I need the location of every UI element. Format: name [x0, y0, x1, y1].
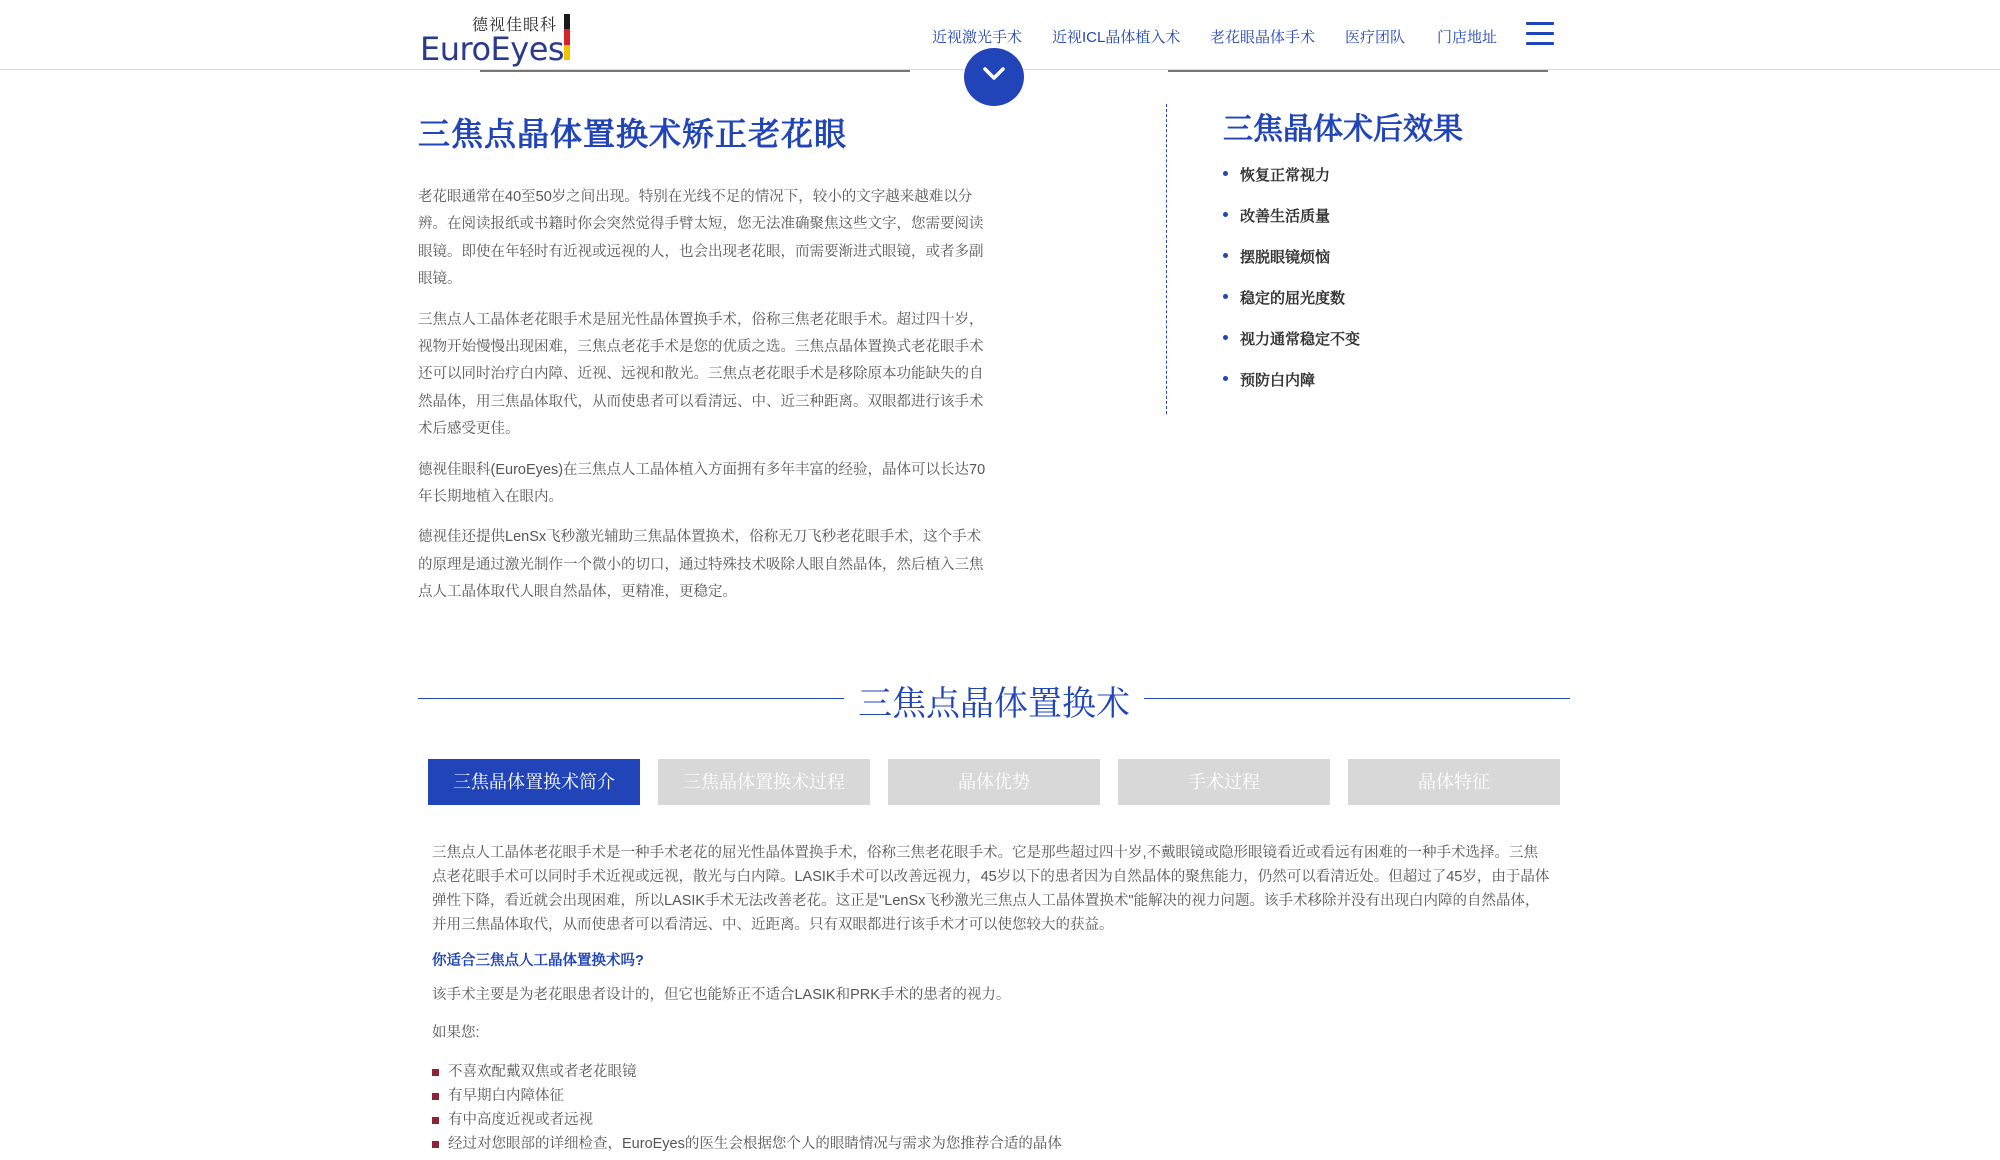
tab-bar — [428, 759, 1560, 805]
list-item: 经过对您眼部的详细检查，EuroEyes的医生会根据您个人的眼睛情况与需求为您推荐合适的晶体 — [432, 1132, 1552, 1156]
article-title: 三焦点晶体置换术矫正老花眼 — [418, 116, 848, 152]
suitability-answer: 该手术主要是为老花眼患者设计的，但它也能矫正不适合LASIK和PRK手术的患者的视力。 — [432, 987, 1011, 1003]
article-paragraph: 德视佳还提供LenSx飞秒激光辅助三焦晶体置换术，俗称无刀飞秒老花眼手术，这个手术的原理是通过激光制作一个微小的切口，通过特殊技术吸除人眼自然晶体，然后植入三焦点人工晶体取代人眼自然晶体，更精准，更稳定。 — [418, 529, 984, 601]
list-item: 摆脱眼镜烦恼 — [1223, 246, 1360, 287]
article-paragraph: 老花眼通常在40至50岁之间出现。特别在光线不足的情况下，较小的文字越来越难以分辨。在阅读报纸或书籍时你会突然觉得手臂太短，您无法准确聚焦这些文字，您需要阅读眼镜。即使在年轻时有近视或远视的人，也会出现老花眼，而需要渐进式眼镜，或者多副眼镜。 — [418, 189, 984, 288]
list-item: 改善生活质量 — [1223, 205, 1360, 246]
if-label: 如果您: — [432, 1025, 480, 1041]
tab-surgery-process[interactable]: 手术过程 — [1118, 759, 1330, 805]
tab-intro[interactable]: 三焦晶体置换术简介 — [428, 759, 640, 805]
list-item: 稳定的屈光度数 — [1223, 287, 1360, 328]
nav-item-lasik[interactable]: 近视激光手术 — [932, 29, 1023, 46]
post-surgery-effects-panel — [1166, 104, 1526, 414]
section-title: 三焦点晶体置换术 — [858, 685, 1130, 723]
scroll-down-button[interactable] — [964, 48, 1024, 106]
side-title: 三焦晶体术后效果 — [1223, 113, 1463, 146]
article-paragraph: 德视佳眼科(EuroEyes)在三焦点人工晶体植入方面拥有多年丰富的经验，晶体可以长达70年长期地植入在眼内。 — [418, 461, 986, 506]
tab-lens-features[interactable]: 晶体特征 — [1348, 759, 1560, 805]
nav-item-icl[interactable]: 近视ICL晶体植入术 — [1052, 29, 1181, 46]
list-item: 有中高度近视或者远视 — [432, 1108, 1552, 1132]
article-paragraph: 三焦点人工晶体老花眼手术是屈光性晶体置换手术，俗称三焦老花眼手术。超过四十岁，视物开始慢慢出现困难，三焦点老花手术是您的优质之选。三焦点晶体置换式老花眼手术还可以同时治疗白内障、近视、远视和散光。三焦点老花眼手术是移除原本功能缺失的自然晶体，用三焦晶体取代，从而使患者可以看清远、中、近三种距离。双眼都进行该手术术后感受更佳。 — [418, 311, 984, 438]
section-divider-right — [1144, 698, 1570, 699]
list-item: 恢复正常视力 — [1223, 164, 1360, 205]
tab-procedure[interactable]: 三焦晶体置换术过程 — [658, 759, 870, 805]
list-item: 不喜欢配戴双焦或者老花眼镜 — [432, 1060, 1552, 1084]
list-item: 有早期白内障体征 — [432, 1084, 1552, 1108]
nav-item-store-address[interactable]: 门店地址 — [1437, 29, 1498, 46]
intro-paragraph: 三焦点人工晶体老花眼手术是一种手术老花的屈光性晶体置换手术，俗称三焦老花眼手术。它是那些超过四十岁,不戴眼镜或隐形眼镜看近或看远有困难的一种手术选择。三焦点老花眼手术可以同时手术近视或远视，散光与白内障。LASIK手术可以改善远视力，45岁以下的患者因为自然晶体的聚焦能力，仍然可以看清近处。但超过了45岁，由于晶体弹性下降，看近就会出现困难，所以LASIK手术无法改善老花。这正是"LenSx飞秒激光三焦点人工晶体置换术"能解决的视力问题。该手术移除并没有出现白内障的自然晶体，并用三焦晶体取代，从而使患者可以看清远、中、近距离。只有双眼都进行该手术才可以使您较大的获益。 — [432, 845, 1550, 933]
effects-list — [1223, 164, 1360, 410]
main-nav — [0, 26, 2000, 46]
suitability-question: 你适合三焦点人工晶体置换术吗? — [432, 953, 644, 969]
logo-chinese-name: 德视佳眼科 — [472, 17, 558, 34]
decorative-line-left — [480, 70, 910, 72]
tab-lens-advantages[interactable]: 晶体优势 — [888, 759, 1100, 805]
decorative-line-right — [1168, 70, 1548, 72]
condition-list — [432, 1060, 1552, 1156]
nav-item-medical-team[interactable]: 医疗团队 — [1345, 29, 1406, 46]
section-heading — [418, 676, 1570, 722]
chevron-down-icon — [982, 66, 1006, 82]
list-item: 视力通常稳定不变 — [1223, 328, 1360, 369]
presbyopia-article — [418, 110, 992, 620]
list-item: 预防白内障 — [1223, 369, 1360, 410]
hamburger-menu-icon[interactable] — [1526, 22, 1554, 46]
tab-content — [432, 841, 1552, 1156]
nav-item-presbyopia[interactable]: 老花眼晶体手术 — [1210, 29, 1316, 46]
logo-english-name: EuroEyes — [420, 30, 565, 68]
